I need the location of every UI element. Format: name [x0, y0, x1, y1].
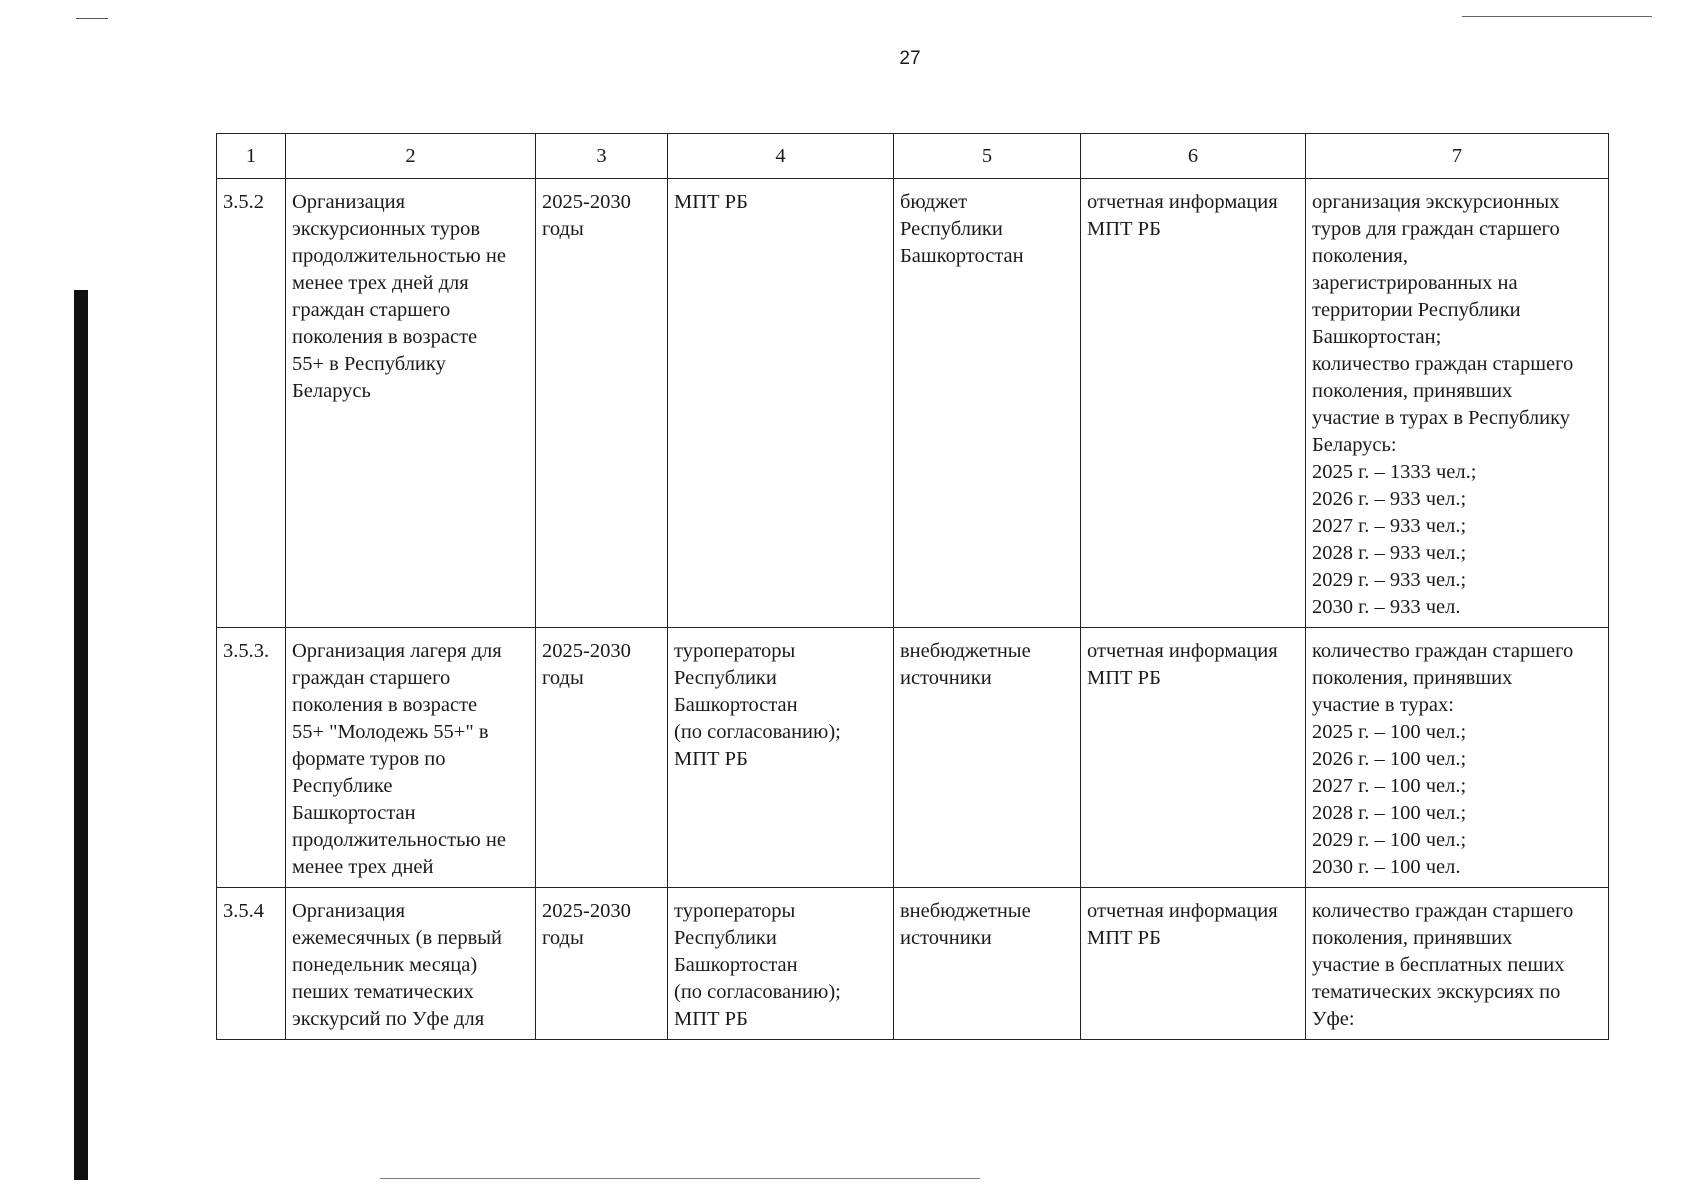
period: 2025-2030 годы [536, 179, 668, 628]
scan-rule-top-left [76, 18, 108, 19]
event-description: Организация ежемесячных (в первый понедельник месяца) пеших тематических экскурсий по Уфе для [286, 888, 536, 1040]
period: 2025-2030 годы [536, 888, 668, 1040]
funding-source: внебюджетные источники [894, 888, 1081, 1040]
table-row [217, 628, 1609, 888]
executors: туроператоры Республики Башкортостан (по согласованию); МПТ РБ [668, 888, 894, 1040]
scan-edge-bar [74, 290, 88, 1180]
scan-rule-top-right [1462, 16, 1652, 17]
funding-source: внебюджетные источники [894, 628, 1081, 888]
event-description: Организация лагеря для граждан старшего поколения в возрасте 55+ "Молодежь 55+" в формате туров по Республике Башкортостан продолжительностью не менее трех дней [286, 628, 536, 888]
expected-result: организация экскурсионных туров для граждан старшего поколения, зарегистрированных на территории Республики Башкортостан; количество граждан старшего поколения, принявших участие в турах в Республику Беларусь: 2025 г. – 1333 чел.; 2026 г. – 933 чел.; 2027 г. – 933 чел.; 2028 г. – 933 чел.; 2029 г. – 933 чел.; 2030 г. – 933 чел. [1306, 179, 1609, 628]
expected-result: количество граждан старшего поколения, принявших участие в турах: 2025 г. – 100 чел.; 2026 г. – 100 чел.; 2027 г. – 100 чел.; 2028 г. – 100 чел.; 2029 г. – 100 чел.; 2030 г. – 100 чел. [1306, 628, 1609, 888]
executors: МПТ РБ [668, 179, 894, 628]
column-header: 3 [536, 134, 668, 179]
activity-plan-table [216, 133, 1609, 1040]
table-header-row [217, 134, 1609, 179]
report-form: отчетная информация МПТ РБ [1081, 628, 1306, 888]
column-header: 1 [217, 134, 286, 179]
report-form: отчетная информация МПТ РБ [1081, 179, 1306, 628]
event-description: Организация экскурсионных туров продолжительностью не менее трех дней для граждан старшего поколения в возрасте 55+ в Республику Беларусь [286, 179, 536, 628]
item-number: 3.5.4 [217, 888, 286, 1040]
item-number: 3.5.2 [217, 179, 286, 628]
column-header: 2 [286, 134, 536, 179]
scan-rule-bottom [380, 1178, 980, 1179]
funding-source: бюджет Республики Башкортостан [894, 179, 1081, 628]
expected-result: количество граждан старшего поколения, принявших участие в бесплатных пеших тематических экскурсиях по Уфе: [1306, 888, 1609, 1040]
column-header: 6 [1081, 134, 1306, 179]
item-number: 3.5.3. [217, 628, 286, 888]
executors: туроператоры Республики Башкортостан (по согласованию); МПТ РБ [668, 628, 894, 888]
page-number: 27 [899, 48, 921, 69]
table-row [217, 888, 1609, 1040]
column-header: 4 [668, 134, 894, 179]
table-row [217, 179, 1609, 628]
column-header: 7 [1306, 134, 1609, 179]
period: 2025-2030 годы [536, 628, 668, 888]
report-form: отчетная информация МПТ РБ [1081, 888, 1306, 1040]
column-header: 5 [894, 134, 1081, 179]
